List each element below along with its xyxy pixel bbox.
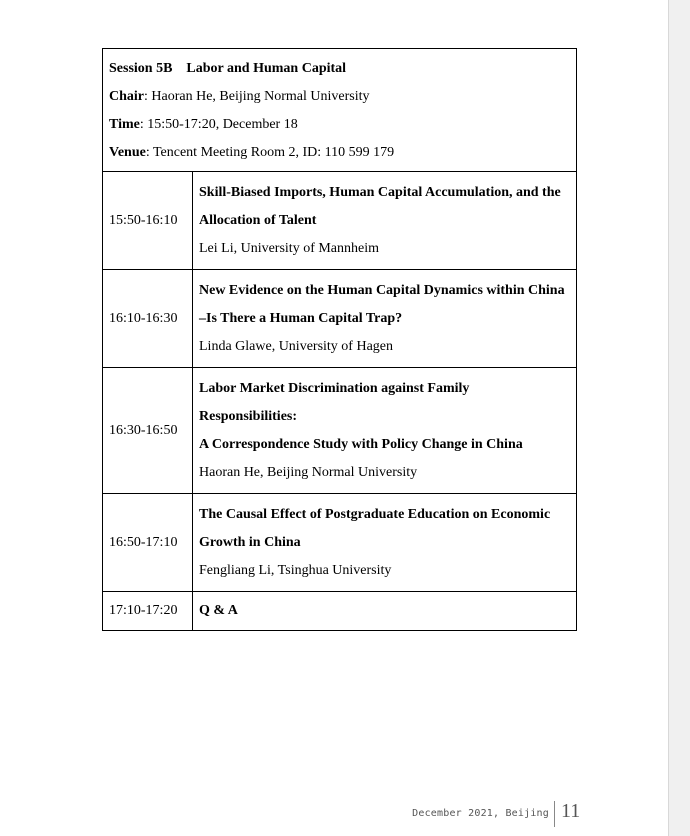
venue-label: Venue <box>109 145 146 160</box>
time-value: : 15:50-17:20, December 18 <box>139 117 298 132</box>
talk-details <box>193 270 577 368</box>
qa-label: Q & A <box>193 592 577 631</box>
footer-divider <box>554 801 555 827</box>
talk-time: 16:50-17:10 <box>103 494 193 592</box>
venue-value: : Tencent Meeting Room 2, ID: 110 599 179 <box>145 145 395 160</box>
talk-speaker: Haoran He, Beijing Normal University <box>199 465 418 480</box>
talk-time: 16:30-16:50 <box>103 368 193 494</box>
session-table <box>102 48 577 631</box>
footer-text: December 2021, Beijing <box>412 808 549 819</box>
table-row <box>103 494 577 592</box>
talk-title-line1: New Evidence on the Human Capital Dynamics within China <box>199 283 565 298</box>
talk-details <box>193 172 577 270</box>
table-row <box>103 270 577 368</box>
talk-title-line2: Growth in China <box>199 535 301 550</box>
session-header-row <box>103 49 577 172</box>
talk-time: 15:50-16:10 <box>103 172 193 270</box>
page-number: 11 <box>561 800 581 822</box>
session-header-cell <box>103 49 577 172</box>
talk-title-line2: Allocation of Talent <box>199 213 317 228</box>
talk-title-line1: The Causal Effect of Postgraduate Education on Economic <box>199 507 551 522</box>
talk-time: 16:10-16:30 <box>103 270 193 368</box>
page-footer <box>0 800 690 830</box>
talk-details <box>193 368 577 494</box>
qa-time: 17:10-17:20 <box>103 592 193 631</box>
talk-title-line2: –Is There a Human Capital Trap? <box>199 311 403 326</box>
viewer-gutter <box>668 0 690 836</box>
talk-speaker: Linda Glawe, University of Hagen <box>199 339 393 354</box>
talk-title-line1: Skill-Biased Imports, Human Capital Accumulation, and the <box>199 185 561 200</box>
session-title-line <box>109 55 570 83</box>
session-title: Labor and Human Capital <box>186 61 347 76</box>
time-label: Time <box>109 117 140 132</box>
talk-title-line1: Labor Market Discrimination against Family Responsibilities: <box>199 381 470 424</box>
session-id: Session 5B <box>109 61 173 76</box>
talk-speaker: Fengliang Li, Tsinghua University <box>199 563 392 578</box>
session-time <box>109 111 570 139</box>
session-venue <box>109 139 570 167</box>
talk-details <box>193 494 577 592</box>
session-chair <box>109 83 570 111</box>
qa-row <box>103 592 577 631</box>
chair-value: : Haoran He, Beijing Normal University <box>144 89 370 104</box>
table-row <box>103 172 577 270</box>
talk-speaker: Lei Li, University of Mannheim <box>199 241 380 256</box>
talk-title-line2: A Correspondence Study with Policy Change in China <box>199 437 523 452</box>
table-row <box>103 368 577 494</box>
chair-label: Chair <box>109 89 144 104</box>
